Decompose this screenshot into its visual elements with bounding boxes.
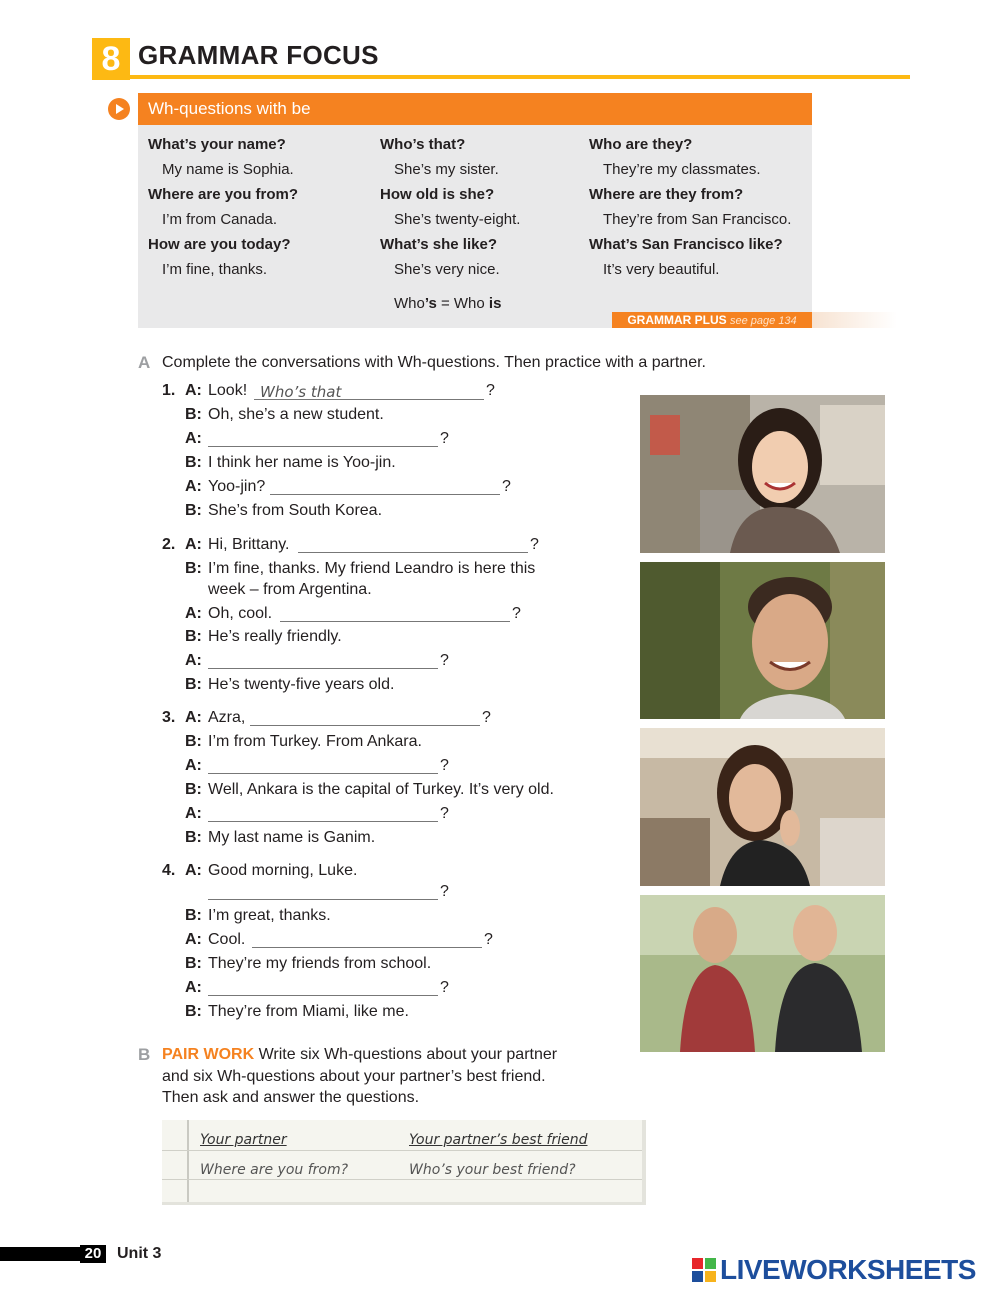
liveworksheets-brand: LIVEWORKSHEETS: [720, 1254, 976, 1285]
answer-blank[interactable]: [298, 552, 528, 553]
speaker-b: B:: [185, 781, 202, 798]
question-mark: ?: [512, 605, 521, 622]
section-title: GRAMMAR FOCUS: [138, 40, 379, 70]
speaker-b: B:: [185, 406, 202, 423]
table-cell: Where are you from?: [200, 1162, 349, 1178]
table-header: Your partner’s best friend: [409, 1132, 588, 1148]
exercise-b-instruction: and six Wh-questions about your partner’s best friend.: [162, 1068, 546, 1085]
grammar-box-fade: [812, 312, 897, 328]
grammar-box-title-text: Wh-questions with be: [148, 99, 311, 118]
table-rule: [162, 1150, 642, 1151]
dialogue-line: My last name is Ganim.: [208, 829, 376, 846]
speaker-a: A:: [185, 605, 202, 622]
dialogue-line: I’m fine, thanks. My friend Leandro is here this: [208, 560, 536, 577]
answer-blank[interactable]: [208, 995, 438, 996]
answer-blank[interactable]: [208, 773, 438, 774]
dialogue-line: He’s twenty-five years old.: [208, 676, 395, 693]
answer-blank[interactable]: [208, 668, 438, 669]
dialogue-line: Azra,: [208, 709, 246, 726]
grammar-answer: She’s twenty-eight.: [394, 211, 521, 228]
speaker-b: B:: [185, 628, 202, 645]
question-mark: ?: [482, 709, 491, 726]
answer-blank[interactable]: [208, 446, 438, 447]
dialogue-line: They’re from Miami, like me.: [208, 1003, 409, 1020]
question-mark: ?: [440, 883, 449, 900]
dialogue-line: Good morning, Luke.: [208, 862, 358, 879]
answer-blank[interactable]: [270, 494, 500, 495]
grammar-answer: She’s my sister.: [394, 161, 499, 178]
table-rule: [162, 1179, 642, 1180]
speaker-a: A:: [185, 862, 202, 879]
question-mark: ?: [440, 430, 449, 447]
table-header: Your partner: [200, 1132, 287, 1148]
dialogue-line: Well, Ankara is the capital of Turkey. It’s very old.: [208, 781, 554, 798]
photo-woman-street: [640, 395, 885, 553]
question-mark: ?: [484, 931, 493, 948]
contraction-note: Who’s = Who is: [394, 295, 502, 312]
speaker-b: B:: [185, 676, 202, 693]
speaker-b: B:: [185, 955, 202, 972]
grammar-box-title: [138, 93, 812, 125]
conversation-number: 3.: [162, 709, 176, 726]
dialogue-line: I’m great, thanks.: [208, 907, 331, 924]
question-mark: ?: [486, 382, 495, 399]
conversation-number: 4.: [162, 862, 176, 879]
photo-young-man: [640, 562, 885, 719]
photo-two-teens: [640, 895, 885, 1052]
exercise-a-letter: A: [138, 353, 151, 372]
conversation-number: 2.: [162, 536, 176, 553]
grammar-question: What’s your name?: [148, 136, 286, 153]
grammar-question: Where are they from?: [589, 186, 744, 203]
question-mark: ?: [530, 536, 539, 553]
grammar-question: Where are you from?: [148, 186, 299, 203]
answer-blank[interactable]: [252, 947, 482, 948]
speaker-a: A:: [185, 652, 202, 669]
liveworksheets-logo-icon: [692, 1258, 716, 1282]
speaker-a: A:: [185, 536, 202, 553]
question-mark: ?: [440, 652, 449, 669]
answer-blank[interactable]: [208, 821, 438, 822]
grammar-question: What’s she like?: [380, 236, 497, 253]
speaker-a: A:: [185, 478, 202, 495]
exercise-a-instruction: Complete the conversations with Wh-questions. Then practice with a partner.: [162, 354, 706, 371]
grammar-question: What’s San Francisco like?: [589, 236, 783, 253]
speaker-b: B:: [185, 560, 202, 577]
dialogue-line: She’s from South Korea.: [208, 502, 383, 519]
dialogue-line: Oh, she’s a new student.: [208, 406, 384, 423]
speaker-b: B:: [185, 1003, 202, 1020]
dialogue-line: Cool.: [208, 931, 246, 948]
speaker-b: B:: [185, 733, 202, 750]
dialogue-line: Hi, Brittany.: [208, 536, 290, 553]
dialogue-line: week – from Argentina.: [208, 581, 372, 598]
dialogue-line: Look!: [208, 382, 248, 399]
exercise-b-instruction: PAIR WORK Write six Wh-questions about your partner: [162, 1046, 558, 1063]
answer-blank[interactable]: [250, 725, 480, 726]
question-mark: ?: [440, 979, 449, 996]
speaker-a: A:: [185, 979, 202, 996]
grammar-answer: I’m from Canada.: [162, 211, 278, 228]
pair-work-label: PAIR WORK: [162, 1046, 255, 1063]
grammar-answer: She’s very nice.: [394, 261, 500, 278]
speaker-b: B:: [185, 454, 202, 471]
grammar-question: Who’s that?: [380, 136, 466, 153]
answer-blank[interactable]: [280, 621, 510, 622]
footer-bar: [0, 1247, 80, 1261]
speaker-a: A:: [185, 757, 202, 774]
speaker-b: B:: [185, 502, 202, 519]
speaker-b: B:: [185, 907, 202, 924]
page-number: 20: [80, 1245, 106, 1263]
speaker-a: A:: [185, 430, 202, 447]
dialogue-line: I’m from Turkey. From Ankara.: [208, 733, 422, 750]
speaker-b: B:: [185, 829, 202, 846]
question-mark: ?: [502, 478, 511, 495]
question-mark: ?: [440, 757, 449, 774]
grammar-answer: It’s very beautiful.: [603, 261, 720, 278]
speaker-a: A:: [185, 805, 202, 822]
filled-answer[interactable]: Who’s that: [260, 383, 342, 401]
dialogue-line: They’re my friends from school.: [208, 955, 432, 972]
grammar-answer: They’re my classmates.: [603, 161, 761, 178]
table-margin-line: [187, 1120, 189, 1202]
grammar-question: How are you today?: [148, 236, 291, 253]
question-mark: ?: [440, 805, 449, 822]
dialogue-line: I think her name is Yoo-jin.: [208, 454, 396, 471]
grammar-plus-link[interactable]: GRAMMAR PLUS see page 134: [612, 312, 812, 328]
grammar-question: How old is she?: [380, 186, 495, 203]
answer-blank[interactable]: [208, 899, 438, 900]
grammar-answer: My name is Sophia.: [162, 161, 294, 178]
speaker-a: A:: [185, 382, 202, 399]
grammar-answer: I’m fine, thanks.: [162, 261, 268, 278]
header-rule: [130, 75, 910, 79]
dialogue-line: Oh, cool.: [208, 605, 273, 622]
dialogue-line: Yoo-jin?: [208, 478, 266, 495]
grammar-answer: They’re from San Francisco.: [603, 211, 792, 228]
photo-woman-cafe: [640, 728, 885, 886]
unit-label: Unit 3: [117, 1245, 162, 1262]
section-number-badge: 8: [92, 38, 130, 80]
conversation-number: 1.: [162, 382, 176, 399]
speaker-a: A:: [185, 709, 202, 726]
grammar-question: Who are they?: [589, 136, 693, 153]
play-audio-icon[interactable]: [108, 98, 130, 120]
dialogue-line: He’s really friendly.: [208, 628, 342, 645]
exercise-b-instruction: Then ask and answer the questions.: [162, 1089, 420, 1106]
speaker-a: A:: [185, 931, 202, 948]
exercise-b-letter: B: [138, 1045, 151, 1064]
table-cell: Who’s your best friend?: [409, 1162, 576, 1178]
